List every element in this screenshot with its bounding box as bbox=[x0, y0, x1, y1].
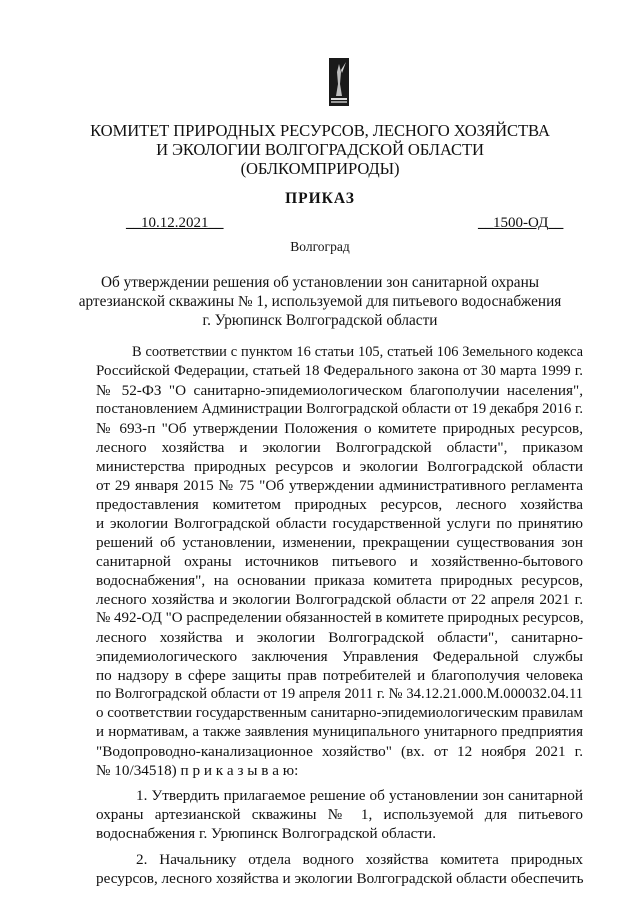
body-line: № 10/34518) п р и к а з ы в а ю: bbox=[96, 762, 299, 779]
subject-line-3: г. Урюпинск Волгоградской области bbox=[202, 312, 438, 329]
body-line: эпидемиологического заключения Управления Федеральной службы bbox=[96, 648, 583, 665]
subject-line-2: артезианской скважины № 1, используемой для питьевого водоснабжения bbox=[78, 293, 562, 310]
body-line: решений об установлении, изменении, прекращении существования зон bbox=[96, 534, 583, 551]
order-date-value: 10.12.2021 bbox=[141, 215, 209, 231]
city-name: Волгоград bbox=[290, 239, 350, 254]
body-line: 1. Утвердить прилагаемое решение об установлении зон санитарной bbox=[136, 787, 583, 804]
org-name-line-2: И ЭКОЛОГИИ ВОЛГОГРАДСКОЙ ОБЛАСТИ bbox=[156, 140, 484, 159]
body-line: и экологии Волгоградской области государственной услуги по принятию bbox=[96, 515, 583, 532]
body-line: лесного хозяйства и экологии Волгоградской области", приказом bbox=[96, 439, 583, 456]
body-line: по надзору в сфере защиты прав потребителей и благополучия человека bbox=[96, 667, 583, 684]
body-line: № 492-ОД "О распределении обязанностей в комитете природных ресурсов, bbox=[96, 610, 584, 626]
document-type-title: ПРИКАЗ bbox=[285, 190, 355, 207]
org-name-line-3: (ОБЛКОМПРИРОДЫ) bbox=[240, 159, 400, 178]
body-line: о соответствии государственным санитарно-эпидемиологическим правилам bbox=[96, 705, 583, 721]
volgograd-emblem-icon bbox=[329, 58, 349, 106]
body-line: санитарной охраны источников питьевого и хозяйственно-бытового bbox=[96, 553, 583, 570]
body-line: по Волгоградской области от 19 апреля 2011 г. № 34.12.21.000.М.000032.04.11 bbox=[96, 686, 583, 702]
body-line: водоснабжения", на основании приказа комитета природных ресурсов, bbox=[96, 572, 583, 589]
body-line: № 52-ФЗ "О санитарно-эпидемиологическом благополучии населения", bbox=[96, 382, 583, 399]
body-line: № 693-п "Об утверждении Положения о комитете природных ресурсов, bbox=[96, 420, 583, 437]
body-line: ресурсов, лесного хозяйства и экологии Волгоградской области обеспечить bbox=[96, 870, 584, 887]
body-line: охраны артезианской скважины № 1, используемой для питьевого bbox=[96, 806, 583, 823]
org-name-line-1: КОМИТЕТ ПРИРОДНЫХ РЕСУРСОВ, ЛЕСНОГО ХОЗЯЙСТВА bbox=[90, 121, 550, 140]
body-line: лесного хозяйства и экологии Волгоградской области", санитарно- bbox=[96, 629, 583, 646]
body-line: водоснабжения г. Урюпинск Волгоградской области. bbox=[96, 825, 436, 842]
body-line: В соответствии с пунктом 16 статьи 105, статьей 106 Земельного кодекса bbox=[132, 344, 583, 360]
subject-line-1: Об утверждении решения об установлении зон санитарной охраны bbox=[100, 274, 540, 291]
body-line: Российской Федерации, статьей 18 Федерального закона от 30 марта 1999 г. bbox=[96, 363, 583, 379]
body-line: "Водопроводно-канализационное хозяйство" (вх. от 12 ноября 2021 г. bbox=[96, 743, 583, 760]
body-line: от 29 января 2015 № 75 "Об утверждении административного регламента bbox=[96, 477, 583, 494]
order-date: __10.12.2021__ bbox=[126, 215, 224, 231]
order-number-value: 1500-ОД bbox=[493, 215, 549, 231]
body-line: лесного хозяйства и экологии Волгоградской области от 22 апреля 2021 г. bbox=[96, 591, 583, 608]
order-number: __1500-ОД__ bbox=[478, 215, 564, 231]
body-line: постановлением Администрации Волгоградской области от 19 декабря 2016 г. bbox=[96, 401, 583, 417]
body-line: и нормативам, а также заявления муниципального унитарного предприятия bbox=[96, 724, 583, 740]
body-line: предоставления комитетом природных ресурсов, лесного хозяйства bbox=[96, 496, 583, 513]
body-line: 2. Начальнику отдела водного хозяйства комитета природных bbox=[136, 851, 583, 868]
body-line: министерства природных ресурсов и экологии Волгоградской области bbox=[96, 458, 583, 475]
